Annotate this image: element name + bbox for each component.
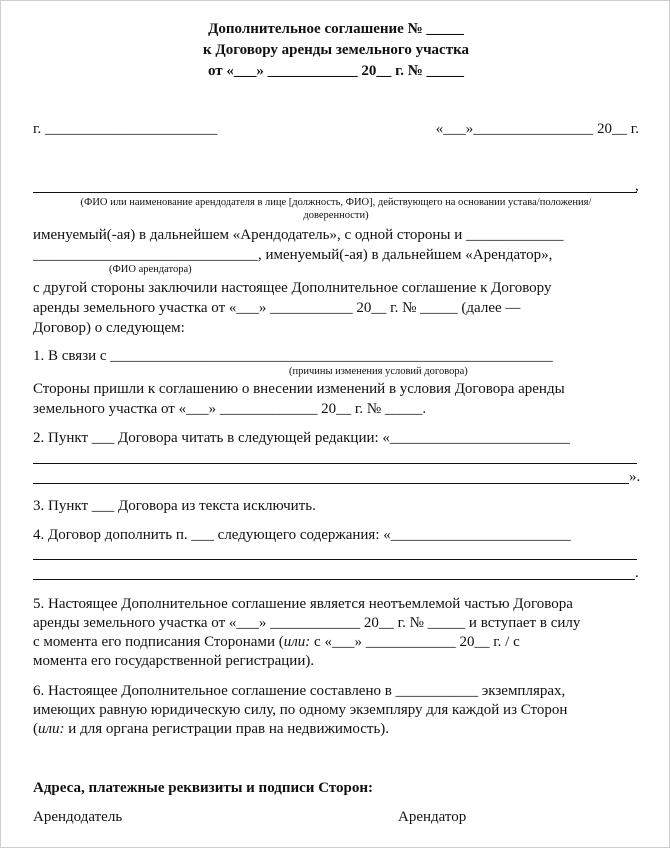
preamble-line-2: аренды земельного участка от «___» ___________ 20__ г. № _____ (далее — xyxy=(33,300,521,316)
clause-2-end-mark: ». xyxy=(629,469,641,485)
clause-2-blank-2 xyxy=(33,483,629,484)
clause-6-line-3: (или: и для органа регистрации прав на недвижимость). xyxy=(33,721,390,737)
clause-5-line-3 xyxy=(33,633,520,651)
doc-title-line-2: к Договору аренды земельного участка xyxy=(202,42,469,58)
clause-6-line-1: 6. Настоящее Дополнительное соглашение составлено в ___________ экземплярах, xyxy=(33,683,566,699)
clause-1-line: 1. В связи с ___________________________________________________________ xyxy=(33,348,553,364)
doc-title-line-1: Дополнительное соглашение № _____ xyxy=(208,21,464,37)
clause-1-hint: (причины изменения условий договора) xyxy=(289,366,468,377)
clause-5-or-italic: или: xyxy=(283,634,311,650)
landlord-hint-line-1: (ФИО или наименование арендодателя в лице [должность, ФИО], действующего на основании устава/положения/ xyxy=(80,197,592,208)
clause-3: 3. Пункт ___ Договора из текста исключить. xyxy=(33,498,316,514)
clause-6-line-3-end: и для органа регистрации прав на недвижимость). xyxy=(64,721,390,737)
clause-5-line-1: 5. Настоящее Дополнительное соглашение является неотъемлемой частью Договора xyxy=(33,596,573,612)
clause-6-line-2: имеющих равную юридическую силу, по одному экземпляру для каждой из Сторон xyxy=(33,702,568,718)
clause-5-line-2: аренды земельного участка от «___» ____________ 20__ г. № _____ и вступает в силу xyxy=(33,615,581,631)
landlord-name-comma: , xyxy=(635,178,639,194)
tenant-signature-label: Арендатор xyxy=(398,809,467,825)
landlord-name-underline xyxy=(33,192,637,193)
clause-1-text-2: земельного участка от «___» _____________ 20__ г. № _____. xyxy=(33,401,427,417)
clause-6-or-italic: или: xyxy=(38,721,65,737)
landlord-signature-label: Арендодатель xyxy=(33,809,123,825)
clause-2-line: 2. Пункт ___ Договора читать в следующей редакции: «________________________ xyxy=(33,430,570,446)
clause-4-line: 4. Договор дополнить п. ___ следующего содержания: «________________________ xyxy=(33,527,571,543)
doc-title-line-3: от «___» ____________ 20__ г. № _____ xyxy=(207,63,465,79)
clause-5-line-3-start: с момента его подписания Сторонами ( xyxy=(33,634,284,650)
clause-5-line-3-end: с «___» ____________ 20__ г. / с xyxy=(310,634,520,650)
clause-2-blank-1 xyxy=(33,463,637,464)
landlord-hint-line-2: доверенности) xyxy=(303,210,369,221)
clause-4-blank-2 xyxy=(33,579,635,580)
city-field: г. _______________________ xyxy=(33,121,218,137)
signatures-heading: Адреса, платежные реквизиты и подписи Сторон: xyxy=(33,780,373,796)
preamble-line-3: Договор) о следующем: xyxy=(33,320,185,336)
clause-4-blank-1 xyxy=(33,559,637,560)
preamble-line-1: с другой стороны заключили настоящее Дополнительное соглашение к Договору xyxy=(33,280,552,296)
clause-1-text-1: Стороны пришли к соглашению о внесении изменений в условия Договора аренды xyxy=(33,381,565,397)
clause-4-end-mark: . xyxy=(635,565,639,581)
tenant-hint: (ФИО арендатора) xyxy=(109,264,192,275)
landlord-designation: именуемый(-ая) в дальнейшем «Арендодатель», с одной стороны и _____________ xyxy=(33,227,564,243)
clause-5-line-4: момента его государственной регистрации). xyxy=(33,653,315,669)
date-field: «___»________________ 20__ г. xyxy=(435,121,639,137)
tenant-designation: ______________________________, именуемый(-ая) в дальнейшем «Арендатор», xyxy=(33,247,553,263)
